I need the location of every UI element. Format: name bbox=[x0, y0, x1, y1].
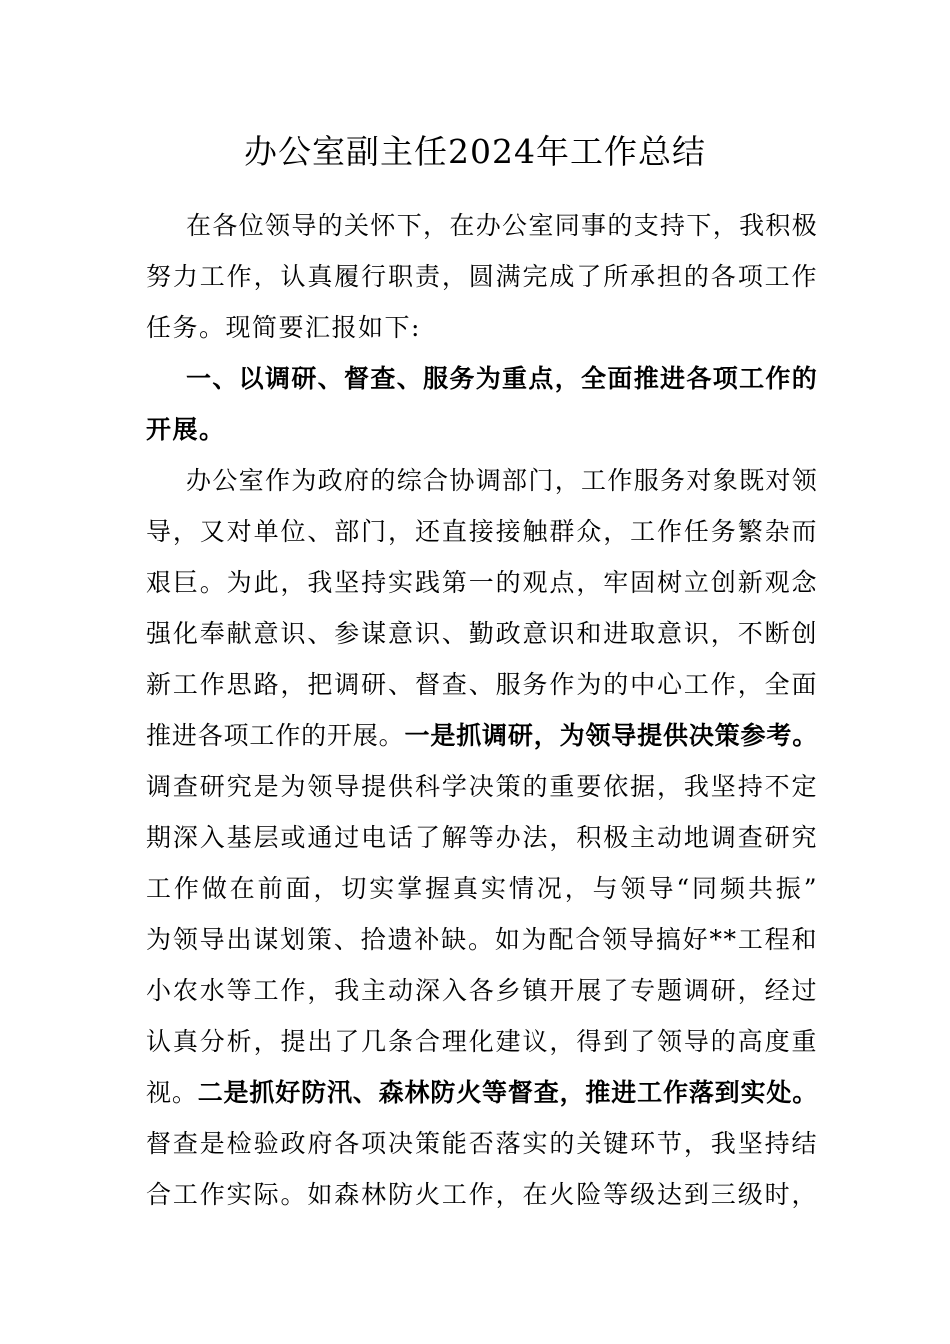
title-suffix: 年工作总结 bbox=[535, 132, 706, 171]
text-line bbox=[146, 353, 818, 404]
line-text: 艰巨。为此，我坚持实践第一的观点，牢固树立创新观念 bbox=[146, 568, 818, 597]
text-line bbox=[146, 302, 818, 353]
line-text: 认真分析，提出了几条合理化建议，得到了领导的高度重 bbox=[146, 1027, 818, 1056]
line-bold-heading: 二是抓好防汛、森林防火等督查，推进工作落到实处。 bbox=[197, 1078, 818, 1107]
text-line bbox=[146, 812, 818, 863]
text-line bbox=[146, 965, 818, 1016]
line-text: 督查是检验政府各项决策能否落实的关键环节，我坚持结 bbox=[146, 1129, 818, 1158]
line-text: 视。 bbox=[146, 1078, 198, 1107]
text-line bbox=[146, 404, 818, 455]
line-text: 小农水等工作，我主动深入各乡镇开展了专题调研，经过 bbox=[146, 976, 818, 1005]
line-text: 强化奉献意识、参谋意识、勤政意识和进取意识，不断创 bbox=[146, 619, 818, 648]
text-line bbox=[146, 914, 818, 965]
text-line bbox=[146, 761, 818, 812]
text-line bbox=[146, 710, 818, 761]
text-line bbox=[146, 1169, 818, 1220]
line-text: 办公室作为政府的综合协调部门，工作服务对象既对领 bbox=[186, 466, 818, 495]
text-line bbox=[146, 608, 818, 659]
text-line bbox=[146, 506, 818, 557]
document-title bbox=[0, 128, 950, 176]
title-year: 2024 bbox=[448, 132, 536, 171]
line-text: 任务。现简要汇报如下: bbox=[146, 313, 421, 342]
text-line bbox=[146, 455, 818, 506]
line-text: 推进各项工作的开展。 bbox=[146, 721, 405, 750]
line-text: 调查研究是为领导提供科学决策的重要依据，我坚持不定 bbox=[146, 772, 818, 801]
line-text: 为领导出谋划策、拾遗补缺。如为配合领导搞好**工程和 bbox=[146, 925, 818, 954]
line-text: 导，又对单位、部门，还直接接触群众，工作任务繁杂而 bbox=[146, 517, 818, 546]
line-text: 一、以调研、督查、服务为重点，全面推进各项工作的 bbox=[186, 364, 818, 393]
line-text: 新工作思路，把调研、督查、服务作为的中心工作，全面 bbox=[146, 670, 818, 699]
line-text: 工作做在前面，切实掌握真实情况，与领导“同频共振” bbox=[146, 874, 818, 903]
line-text: 在各位领导的关怀下，在办公室同事的支持下，我积极 bbox=[186, 211, 818, 240]
document-body bbox=[146, 200, 818, 1220]
text-line bbox=[146, 659, 818, 710]
text-line bbox=[146, 1067, 818, 1118]
line-text: 合工作实际。如森林防火工作，在火险等级达到三级时， bbox=[146, 1180, 818, 1209]
text-line bbox=[146, 557, 818, 608]
line-text: 期深入基层或通过电话了解等办法，积极主动地调查研究 bbox=[146, 823, 818, 852]
text-line bbox=[146, 200, 818, 251]
text-line bbox=[146, 1118, 818, 1169]
line-text: 开展。 bbox=[146, 415, 226, 444]
text-line bbox=[146, 1016, 818, 1067]
text-line bbox=[146, 863, 818, 914]
line-text: 努力工作，认真履行职责，圆满完成了所承担的各项工作 bbox=[146, 262, 818, 291]
text-line bbox=[146, 251, 818, 302]
title-prefix: 办公室副主任 bbox=[244, 132, 448, 171]
line-bold-heading: 一是抓调研，为领导提供决策参考。 bbox=[404, 721, 818, 750]
